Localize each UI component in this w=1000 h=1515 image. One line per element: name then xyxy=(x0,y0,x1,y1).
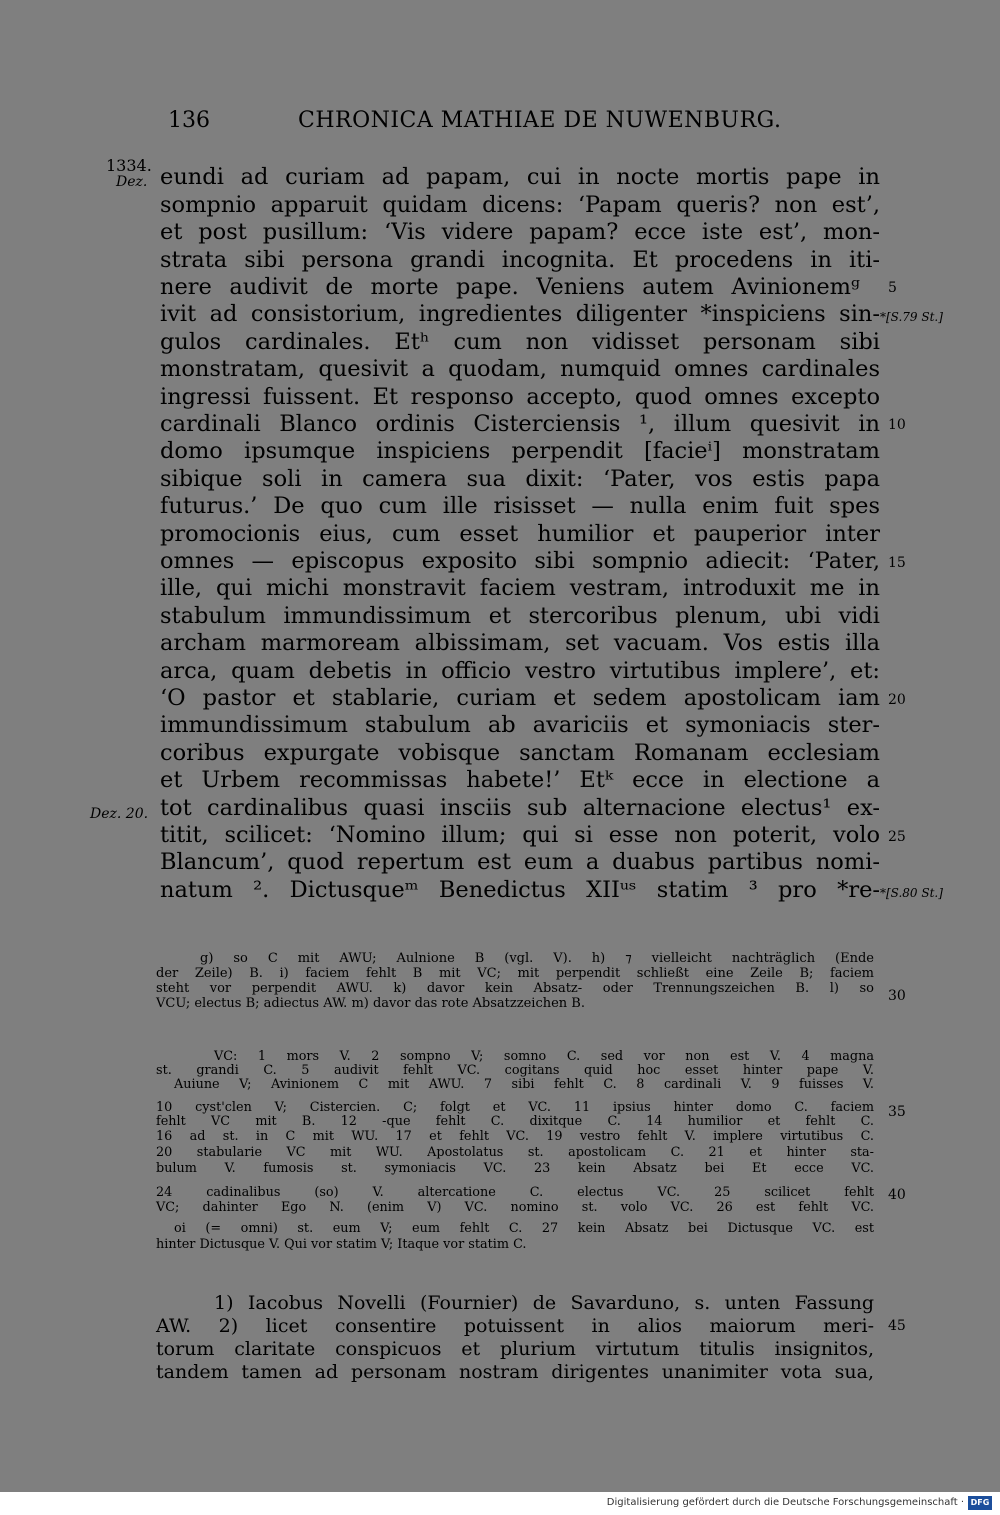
main-text-line: et Urbem recommissas habete!’ Etᵏ ecce in electione a xyxy=(160,767,880,793)
main-text-line: gulos cardinales. Etʰ cum non vidisset personam sibi xyxy=(160,329,880,355)
margin-ref-s80: *[S.80 St.] xyxy=(880,886,943,900)
line-number-40: 40 xyxy=(888,1187,906,1203)
variant-line: fehlt VC mit B. 12 -que fehlt C. dixitque C. 14 humilior et fehlt C. xyxy=(156,1114,874,1129)
apparatus-line: VCU; electus B; adiectus AW. m) davor das rote Absatzzeichen B. xyxy=(156,996,585,1011)
variant-line: hinter Dictusque V. Qui vor statim V; Itaque vor statim C. xyxy=(156,1237,527,1252)
main-text-line: natum ². Dictusqueᵐ Benedictus XIIᵘˢ statim ³ pro *re- xyxy=(160,877,880,903)
footer-bar xyxy=(0,1492,1000,1515)
line-number-15: 15 xyxy=(888,555,906,571)
running-title: CHRONICA MATHIAE DE NUWENBURG. xyxy=(298,108,782,133)
main-text-line: ‘O pastor et stablarie, curiam et sedem apostolicam iam xyxy=(160,685,880,711)
margin-date-dez-20: Dez. 20. xyxy=(90,806,149,822)
variant-line: 24 cadinalibus (so) V. altercatione C. electus VC. 25 scilicet fehlt xyxy=(156,1185,874,1200)
main-text-line: nere audivit de morte pape. Veniens autem Avinionemᵍ xyxy=(160,274,860,300)
main-text-line: domo ipsumque inspiciens perpendit [facieⁱ] monstratam xyxy=(160,438,880,464)
main-text-line: archam marmoream albissimam, set vacuam. Vos estis illa xyxy=(160,630,880,656)
main-text-line: coribus expurgate vobisque sanctam Romanam ecclesiam xyxy=(160,740,880,766)
variant-line: 16 ad st. in C mit WU. 17 et fehlt VC. 19 vestro fehlt V. implere virtutibus C. xyxy=(156,1129,874,1144)
variant-line: st. grandi C. 5 audivit fehlt VC. cogitans quid hoc esset hinter pape V. xyxy=(156,1063,874,1078)
main-text-line: titit, scilicet: ‘Nomino illum; qui si esse non poterit, volo xyxy=(160,822,880,848)
variant-line: oi (= omni) st. eum V; eum fehlt C. 27 kein Absatz bei Dictusque VC. est xyxy=(174,1221,874,1236)
main-text-line: immundissimum stabulum ab avariciis et symoniacis ster- xyxy=(160,712,880,738)
apparatus-line: steht vor perpendit AWU. k) davor kein Absatz- oder Trennungszeichen B. l) so xyxy=(156,981,874,996)
dfg-logo: DFG xyxy=(968,1496,992,1510)
main-text-line: ille, qui michi monstravit faciem vestram, introduxit me in xyxy=(160,575,880,601)
variant-line: Auiune V; Avinionem C mit AWU. 7 sibi fehlt C. 8 cardinali V. 9 fuisses V. xyxy=(174,1077,874,1092)
main-text-line: Blancum’, quod repertum est eum a duabus partibus nomi- xyxy=(160,849,880,875)
main-text-line: sibique soli in camera sua dixit: ‘Pater, vos estis papa xyxy=(160,466,880,492)
line-number-30: 30 xyxy=(888,988,906,1004)
main-text-line: eundi ad curiam ad papam, cui in nocte mortis pape in xyxy=(160,164,880,190)
margin-year: 1334. xyxy=(106,156,152,175)
footnote-line: tandem tamen ad personam nostram dirigentes unanimiter vota sua, xyxy=(156,1361,874,1383)
variant-line: VC: 1 mors V. 2 sompno V; somno C. sed vor non est V. 4 magna xyxy=(214,1049,874,1064)
line-number-45: 45 xyxy=(888,1318,906,1334)
footnote-line: AW. 2) licet consentire potuissent in alios maiorum meri- xyxy=(156,1315,874,1337)
line-number-20: 20 xyxy=(888,692,906,708)
main-text-line: cardinali Blanco ordinis Cisterciensis ¹, illum quesivit in xyxy=(160,411,880,437)
main-text-line: tot cardinalibus quasi insciis sub alternacione electus¹ ex- xyxy=(160,795,880,821)
apparatus-line: g) so C mit AWU; Aulnione B (vgl. V). h) ⁊ vielleicht nachträglich (Ende xyxy=(200,951,874,966)
variant-line: 20 stabularie VC mit WU. Apostolatus st. apostolicam C. 21 et hinter sta- xyxy=(156,1145,874,1160)
footnote-line: torum claritate conspicuos et plurium virtutum titulis insignitos, xyxy=(156,1338,874,1360)
line-number-5: 5 xyxy=(888,280,897,296)
footnote-line: 1) Iacobus Novelli (Fournier) de Savarduno, s. unten Fassung xyxy=(214,1292,874,1314)
variant-line: VC; dahinter Ego N. (enim V) VC. nomino st. volo VC. 26 est fehlt VC. xyxy=(156,1200,874,1215)
funding-notice: Digitalisierung gefördert durch die Deutsche Forschungsgemeinschaft · xyxy=(606,1497,964,1508)
variant-line: bulum V. fumosis st. symoniacis VC. 23 kein Absatz bei Et ecce VC. xyxy=(156,1161,874,1176)
margin-month: Dez. xyxy=(116,174,148,190)
apparatus-line: der Zeile) B. i) faciem fehlt B mit VC; mit perpendit schließt eine Zeile B; faciem xyxy=(156,966,874,981)
main-text-line: ivit ad consistorium, ingredientes diligenter *inspiciens sin- xyxy=(160,301,880,327)
line-number-25: 25 xyxy=(888,829,906,845)
main-text-line: monstratam, quesivit a quodam, numquid omnes cardinales xyxy=(160,356,880,382)
line-number-35: 35 xyxy=(888,1104,906,1120)
main-text-line: stabulum immundissimum et stercoribus plenum, ubi vidi xyxy=(160,603,880,629)
main-text-line: promocionis eius, cum esset humilior et pauperior inter xyxy=(160,521,880,547)
main-text-line: strata sibi persona grandi incognita. Et procedens in iti- xyxy=(160,247,880,273)
main-text-line: sompnio apparuit quidam dicens: ‘Papam queris? non est’, xyxy=(160,192,880,218)
variant-line: 10 cyst'clen V; Cistercien. C; folgt et VC. 11 ipsius hinter domo C. faciem xyxy=(156,1100,874,1115)
margin-ref-s79: *[S.79 St.] xyxy=(880,310,943,324)
page-number: 136 xyxy=(168,108,210,133)
main-text-line: et post pusillum: ‘Vis videre papam? ecce iste est’, mon- xyxy=(160,219,880,245)
main-text-line: arca, quam debetis in officio vestro virtutibus implere’, et: xyxy=(160,658,880,684)
main-text-line: futurus.’ De quo cum ille risisset — nulla enim fuit spes xyxy=(160,493,880,519)
main-text-line: ingressi fuissent. Et responso accepto, quod omnes excepto xyxy=(160,384,880,410)
main-text-line: omnes — episcopus exposito sibi sompnio adiecit: ‘Pater, xyxy=(160,548,880,574)
line-number-10: 10 xyxy=(888,417,906,433)
